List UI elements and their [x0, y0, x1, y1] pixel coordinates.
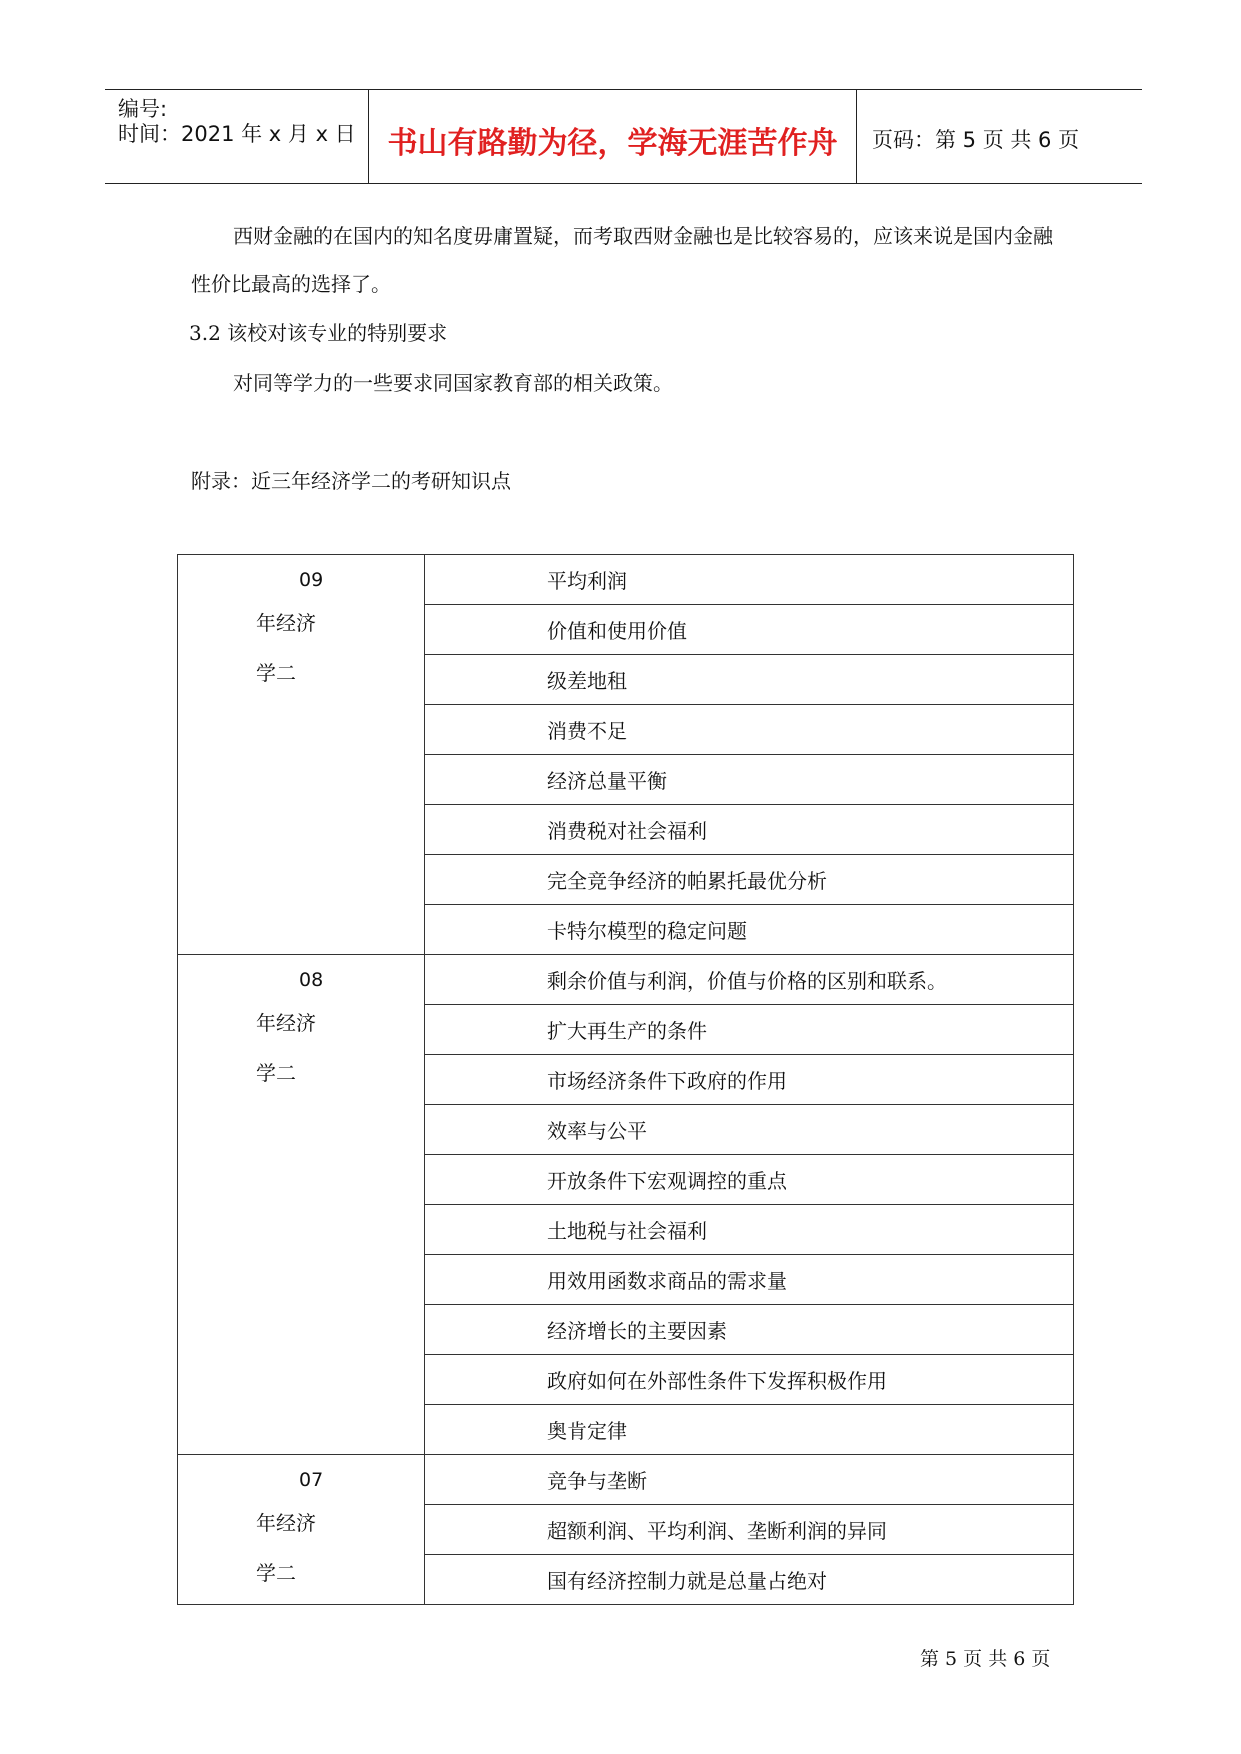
- knowledge-point-table: [177, 554, 1074, 1605]
- knowledge-point-cell: 土地税与社会福利: [425, 1205, 1074, 1255]
- table-row: [178, 555, 1074, 605]
- year-label-line: 年经济: [256, 1511, 316, 1535]
- year-cell: [178, 955, 425, 1455]
- document-header: [105, 89, 1142, 184]
- knowledge-point-cell: 平均利润: [425, 555, 1074, 605]
- knowledge-point-cell: 竞争与垄断: [425, 1455, 1074, 1505]
- year-cell: [178, 555, 425, 955]
- subject-label-line: 学二: [256, 1061, 296, 1085]
- knowledge-point-cell: 效率与公平: [425, 1105, 1074, 1155]
- motto: 书山有路勤为径，学海无涯苦作舟: [387, 126, 838, 161]
- knowledge-point-cell: 经济总量平衡: [425, 755, 1074, 805]
- knowledge-point-cell: 卡特尔模型的稳定问题: [425, 905, 1074, 955]
- knowledge-point-cell: 开放条件下宏观调控的重点: [425, 1155, 1074, 1205]
- subject-label-line: 学二: [256, 1561, 296, 1585]
- time-label: 时间：2021 年 x 月 x 日: [118, 122, 356, 146]
- knowledge-point-cell: 剩余价值与利润，价值与价格的区别和联系。: [425, 955, 1074, 1005]
- requirement-paragraph: 对同等学力的一些要求同国家教育部的相关政策。: [233, 371, 673, 395]
- intro-paragraph: 西财金融的在国内的知名度毋庸置疑，而考取西财金融也是比较容易的，应该来说是国内金融性价比最高的选择了。: [191, 224, 1053, 296]
- appendix-title: 附录：近三年经济学二的考研知识点: [191, 469, 511, 493]
- subject-label-line: 学二: [256, 661, 296, 685]
- section-heading: 3.2 该校对该专业的特别要求: [189, 321, 448, 345]
- knowledge-point-cell: 用效用函数求商品的需求量: [425, 1255, 1074, 1305]
- year-cell: [178, 1455, 425, 1605]
- knowledge-point-cell: 奥肯定律: [425, 1405, 1074, 1455]
- year-number: 09: [299, 569, 324, 591]
- table-row: [178, 1455, 1074, 1505]
- header-page-number: 页码：第 5 页 共 6 页: [872, 128, 1080, 152]
- knowledge-point-cell: 完全竞争经济的帕累托最优分析: [425, 855, 1074, 905]
- knowledge-point-cell: 价值和使用价值: [425, 605, 1074, 655]
- year-number: 07: [299, 1469, 324, 1491]
- year-number: 08: [299, 969, 324, 991]
- year-label-line: 年经济: [256, 611, 316, 635]
- knowledge-point-cell: 扩大再生产的条件: [425, 1005, 1074, 1055]
- serial-number-label: 编号:: [118, 97, 168, 121]
- knowledge-point-cell: 消费税对社会福利: [425, 805, 1074, 855]
- year-label-line: 年经济: [256, 1011, 316, 1035]
- knowledge-point-cell: 政府如何在外部性条件下发挥积极作用: [425, 1355, 1074, 1405]
- knowledge-point-cell: 消费不足: [425, 705, 1074, 755]
- header-page-cell: [857, 90, 1142, 183]
- knowledge-point-cell: 国有经济控制力就是总量占绝对: [425, 1555, 1074, 1605]
- knowledge-point-cell: 经济增长的主要因素: [425, 1305, 1074, 1355]
- knowledge-point-cell: 级差地租: [425, 655, 1074, 705]
- page-footer: 第 5 页 共 6 页: [920, 1648, 1051, 1670]
- knowledge-point-cell: 市场经济条件下政府的作用: [425, 1055, 1074, 1105]
- header-meta-cell: [105, 90, 369, 183]
- knowledge-point-cell: 超额利润、平均利润、垄断利润的异同: [425, 1505, 1074, 1555]
- header-motto-cell: [369, 90, 857, 183]
- table-row: [178, 955, 1074, 1005]
